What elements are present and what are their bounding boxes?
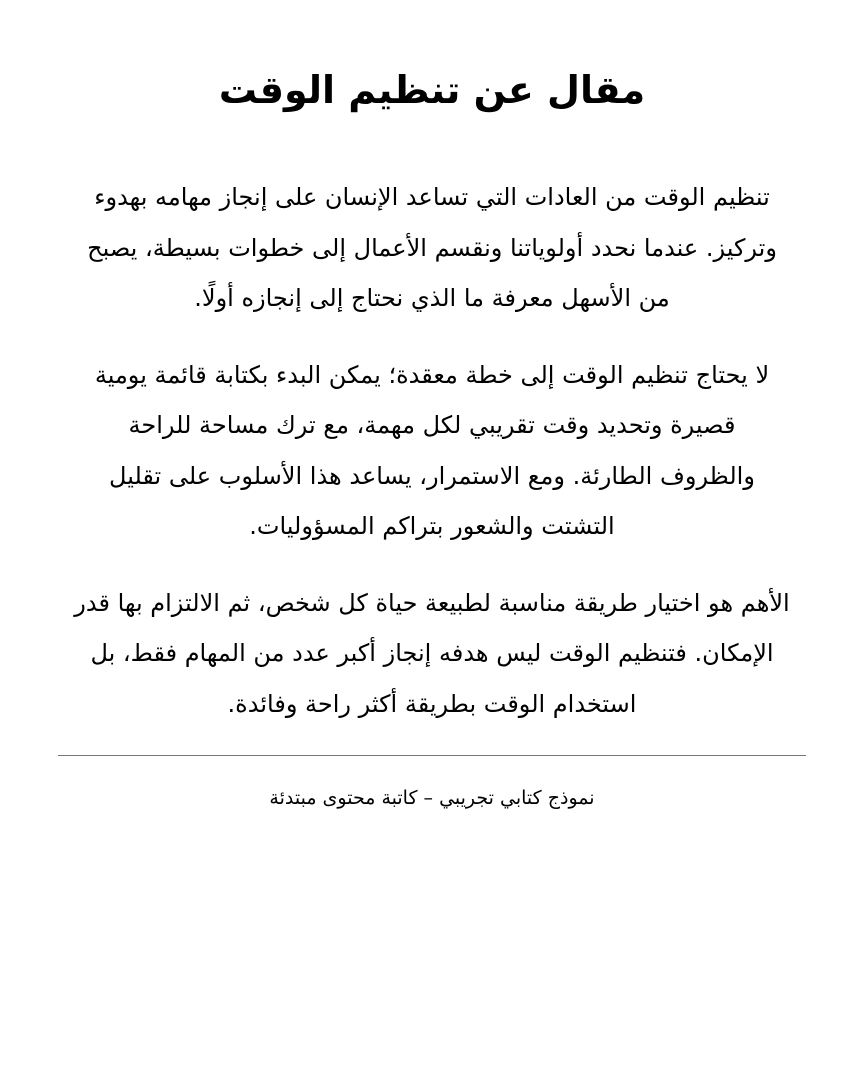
paragraph-2: لا يحتاج تنظيم الوقت إلى خطة معقدة؛ يمكن البدء بكتابة قائمة يومية قصيرة وتحديد وقت تقريبي لكل مهمة، مع ترك مساحة للراحة والظروف الطارئة. ومع الاستمرار، يساعد هذا الأسلوب على تقليل التشتت والشعور بتراكم المسؤوليات.	[94, 360, 770, 540]
paragraph-1: تنظيم الوقت من العادات التي تساعد الإنسان على إنجاز مهامه بهدوء وتركيز. عندما نحدد أولوياتنا ونقسم الأعمال إلى خطوات بسيطة، يصبح من الأسهل معرفة ما الذي نحتاج إلى إنجازه أولًا.	[87, 183, 777, 312]
footer-divider	[58, 755, 806, 756]
document-footer: نموذج كتابي تجريبي – كاتبة محتوى مبتدئة	[269, 787, 595, 809]
article-body	[58, 172, 806, 729]
paragraph-3: الأهم هو اختيار طريقة مناسبة لطبيعة حياة كل شخص، ثم الالتزام بها قدر الإمكان. فتنظيم الوقت ليس هدفه إنجاز أكبر عدد من المهام فقط، بل استخدام الوقت بطريقة أكثر راحة وفائدة.	[74, 588, 790, 718]
document-title: مقال عن تنظيم الوقت	[218, 68, 646, 112]
